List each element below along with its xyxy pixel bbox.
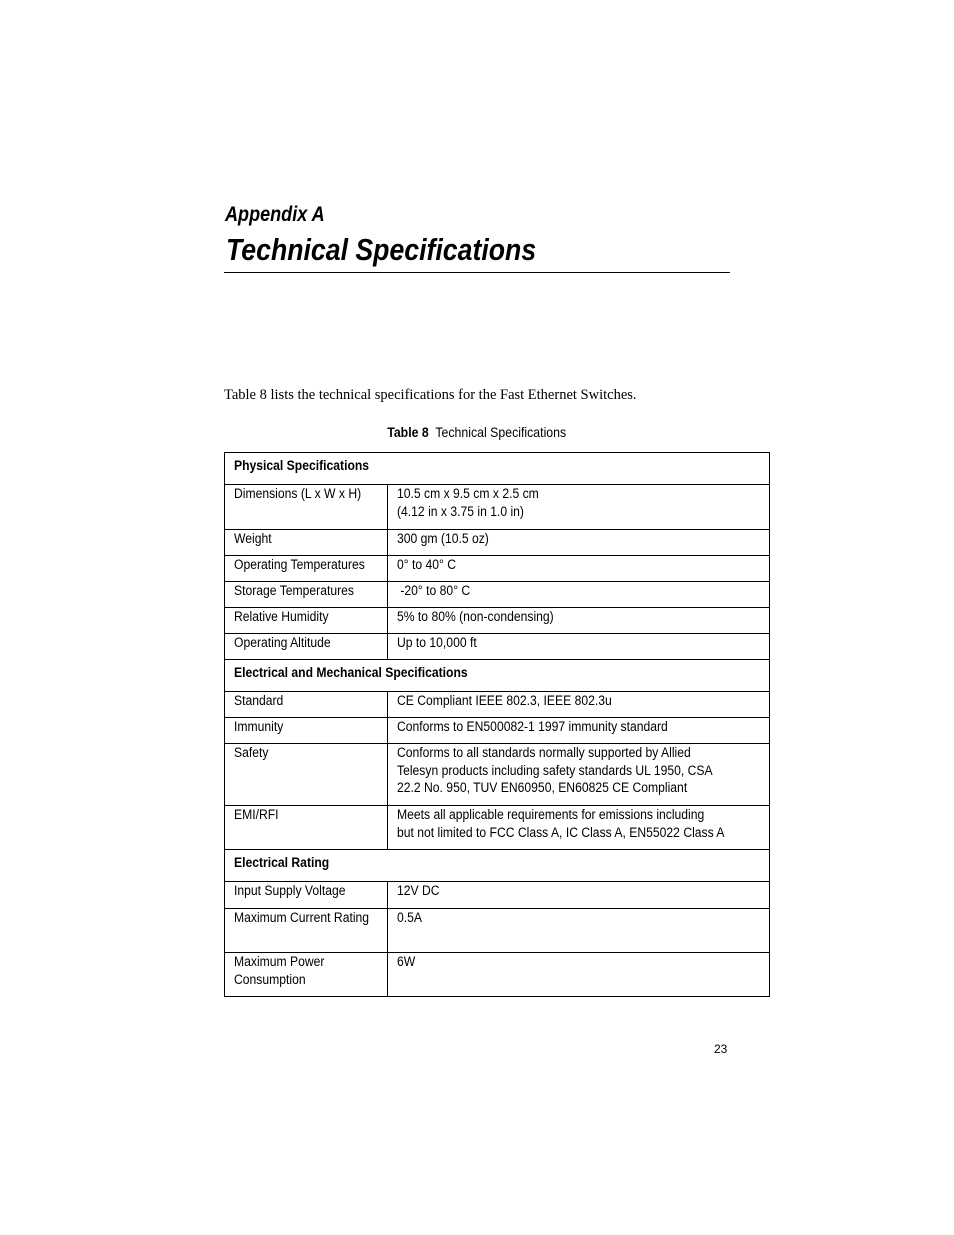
page-title: Technical Specifications <box>226 232 537 267</box>
section-heading: Physical Specifications <box>234 458 370 473</box>
row-value-line: Up to 10,000 ft <box>397 635 478 650</box>
row-value-line: 5% to 80% (non-condensing) <box>397 609 555 624</box>
table-row <box>225 909 770 953</box>
table-row <box>225 744 770 806</box>
row-value-line: Meets all applicable requirements for emissions including <box>397 807 705 822</box>
row-label: Maximum Power Consumption <box>234 954 325 987</box>
table-row <box>225 882 770 909</box>
row-label: Operating Altitude <box>234 635 331 650</box>
row-label: Standard <box>234 693 284 708</box>
row-value-line: 0.5A <box>397 910 423 925</box>
table-row <box>225 582 770 608</box>
caption-label: Table 8 <box>387 424 430 440</box>
row-value-line: (4.12 in x 3.75 in 1.0 in) <box>397 503 525 519</box>
section-heading: Electrical and Mechanical Specifications <box>234 665 468 680</box>
row-label: EMI/RFI <box>234 807 279 822</box>
row-value-line: 300 gm (10.5 oz) <box>397 531 490 546</box>
row-label: Immunity <box>234 719 284 734</box>
table-row <box>225 953 770 997</box>
row-label: Operating Temperatures <box>234 557 365 572</box>
row-label: Maximum Current Rating <box>234 910 370 925</box>
row-value-line: CE Compliant IEEE 802.3, IEEE 802.3u <box>397 693 613 708</box>
table-row <box>225 556 770 582</box>
row-label: Safety <box>234 745 269 760</box>
table-row <box>225 608 770 634</box>
row-value-line: Conforms to EN500082-1 1997 immunity standard <box>397 719 669 734</box>
table-row <box>225 634 770 660</box>
section-heading-row <box>225 660 770 692</box>
appendix-label: Appendix A <box>225 203 325 226</box>
row-label: Relative Humidity <box>234 609 329 624</box>
table-row <box>225 718 770 744</box>
row-label: Storage Temperatures <box>234 583 354 598</box>
table-caption <box>224 424 730 440</box>
row-label: Input Supply Voltage <box>234 883 346 898</box>
table-row <box>225 806 770 850</box>
table-row <box>225 485 770 530</box>
section-heading-row <box>225 850 770 882</box>
page-number: 23 <box>714 1042 728 1056</box>
row-value-line: 12V DC <box>397 883 440 898</box>
title-rule <box>224 272 730 273</box>
section-heading: Electrical Rating <box>234 855 330 870</box>
row-value-line: -20° to 80° C <box>397 583 471 598</box>
row-value-line: 6W <box>397 954 416 969</box>
row-label: Dimensions (L x W x H) <box>234 486 362 501</box>
section-heading-row <box>225 453 770 485</box>
row-value-line: Conforms to all standards normally supported by Allied <box>397 745 692 760</box>
row-value-line: Telesyn products including safety standards UL 1950, CSA <box>397 762 713 778</box>
table-row <box>225 692 770 718</box>
row-label: Weight <box>234 531 272 546</box>
row-value-line: but not limited to FCC Class A, IC Class A, EN55022 Class A <box>397 824 725 840</box>
caption-text: Technical Specifications <box>435 424 567 440</box>
row-value-line: 10.5 cm x 9.5 cm x 2.5 cm <box>397 486 540 501</box>
table-row <box>225 530 770 556</box>
intro-paragraph: Table 8 lists the technical specifications for the Fast Ethernet Switches. <box>224 387 637 403</box>
row-value-line: 0° to 40° C <box>397 557 457 572</box>
row-value-line: 22.2 No. 950, TUV EN60950, EN60825 CE Compliant <box>397 780 688 795</box>
specs-table <box>224 452 770 997</box>
